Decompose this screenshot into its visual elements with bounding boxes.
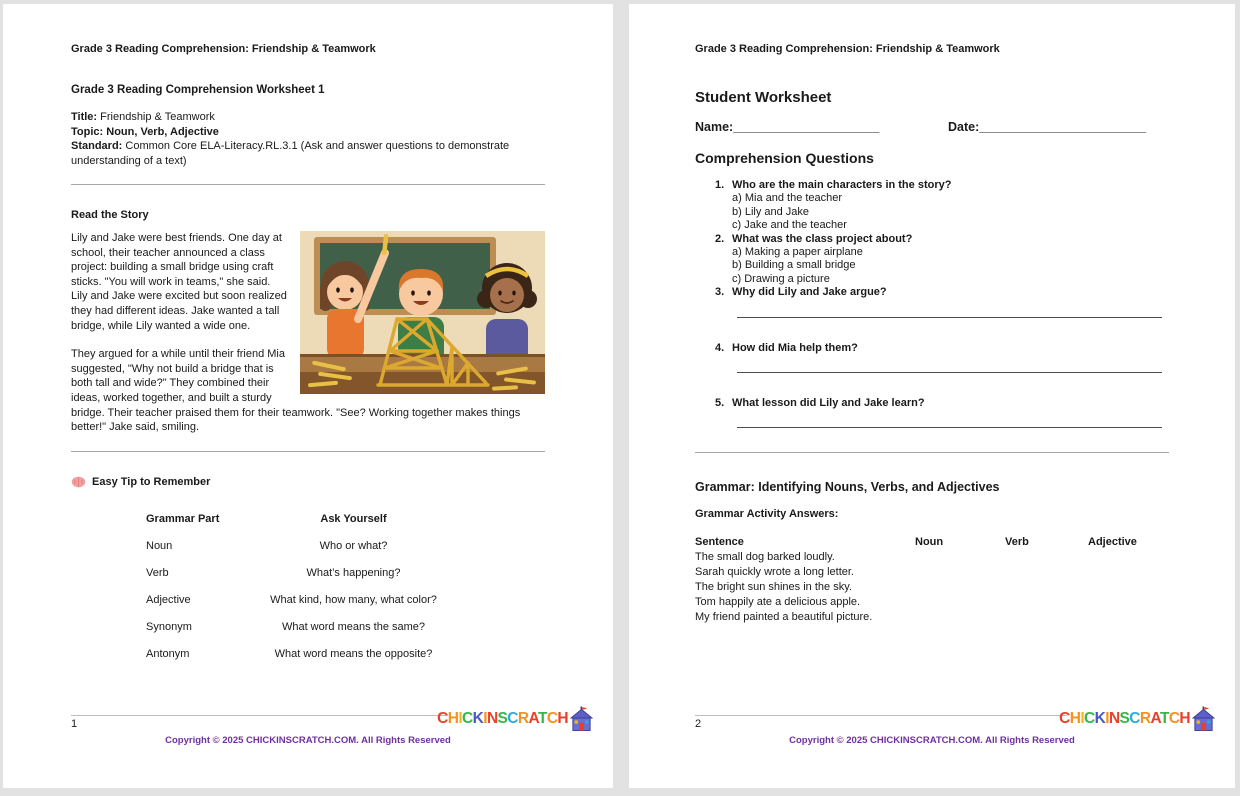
comprehension-questions-heading: Comprehension Questions	[695, 150, 874, 166]
table-row: Adjective What kind, how many, what color?	[146, 594, 437, 606]
table-row: Verb What’s happening?	[146, 567, 401, 579]
question-2-option-c: c) Drawing a picture	[732, 272, 830, 285]
question-1-option-c: c) Jake and the teacher	[732, 219, 847, 232]
footer-divider	[71, 715, 448, 716]
story-illustration	[300, 231, 545, 394]
logo-wordmark: CHICKINSCRATCH	[437, 710, 568, 727]
answer-line	[737, 372, 1162, 373]
page1-header: Grade 3 Reading Comprehension: Friendship & Teamwork	[71, 43, 376, 55]
chickinscratch-logo	[1059, 706, 1215, 732]
copyright-text: Copyright © 2025 CHICKINSCRATCH.COM. All Rights Reserved	[165, 735, 451, 746]
question-2: 2. What was the class project about?	[715, 232, 913, 245]
question-2-option-b: b) Building a small bridge	[732, 259, 856, 272]
question-1-option-a: a) Mia and the teacher	[732, 192, 843, 205]
schoolhouse-icon	[570, 706, 593, 732]
name-date-row	[695, 120, 1169, 134]
grammar-section-heading: Grammar: Identifying Nouns, Verbs, and Adjectives	[695, 480, 1000, 495]
schoolhouse-icon	[1192, 706, 1215, 732]
footer-divider	[695, 715, 1067, 716]
col-grammar-part: Grammar Part	[146, 513, 220, 525]
question-1-option-b: b) Lily and Jake	[732, 205, 810, 218]
section-divider	[71, 184, 545, 185]
read-story-heading: Read the Story	[71, 209, 149, 221]
section-divider	[695, 452, 1169, 453]
worksheet-title: Grade 3 Reading Comprehension Worksheet 1	[71, 84, 325, 96]
page-number: 2	[695, 718, 702, 730]
table-header-row	[146, 513, 545, 540]
worksheet-meta	[71, 110, 545, 168]
meta-title: Title: Friendship & Teamwork	[71, 111, 215, 123]
tip-heading-label: Easy Tip to Remember	[92, 476, 211, 488]
page-1	[3, 4, 613, 788]
student-worksheet-title: Student Worksheet	[695, 89, 832, 106]
table-row: Synonym What word means the same?	[146, 621, 426, 633]
section-divider	[71, 451, 545, 452]
story-text	[71, 231, 545, 437]
question-4: 4. How did Mia help them?	[715, 341, 858, 354]
table-row: Tom happily ate a delicious apple.	[695, 596, 861, 609]
grammar-answers-heading: Grammar Activity Answers:	[695, 508, 839, 521]
table-header-row: Sentence Noun Verb Adjective	[695, 536, 1137, 549]
logo-wordmark: CHICKINSCRATCH	[1059, 710, 1190, 727]
page2-header: Grade 3 Reading Comprehension: Friendship & Teamwork	[695, 43, 1000, 55]
copyright-text: Copyright © 2025 CHICKINSCRATCH.COM. All Rights Reserved	[789, 735, 1075, 746]
name-blank: Name:_____________________	[695, 120, 880, 134]
meta-standard: Standard: Common Core ELA-Literacy.RL.3.1 (Ask and answer questions to demonstrate understanding of a text)	[71, 140, 510, 167]
col-ask-yourself: Ask Yourself	[320, 513, 387, 525]
chickinscratch-logo	[437, 706, 593, 732]
grammar-answers-table	[695, 535, 1169, 625]
question-1: 1. Who are the main characters in the story?	[715, 179, 952, 191]
table-row: Sarah quickly wrote a long letter.	[695, 566, 854, 579]
page-2	[629, 4, 1235, 788]
table-row: Noun Who or what?	[146, 540, 388, 552]
date-blank: Date:________________________	[948, 120, 1147, 134]
grammar-tip-table	[146, 513, 545, 675]
story-paragraph-2: They argued for a while until their friend Mia suggested, "Why not build a bridge that is both tall and wide?" They combined their ideas, worked together, and built a sturdy bridge. Their teacher praised them for their teamwork. "See? Working together makes things better!" Jake said, smiling.	[71, 348, 521, 434]
questions-list	[695, 179, 1169, 428]
question-3: 3. Why did Lily and Jake argue?	[715, 286, 887, 299]
answer-line	[737, 427, 1162, 428]
table-row: My friend painted a beautiful picture.	[695, 611, 873, 624]
table-row: The small dog barked loudly.	[695, 551, 835, 564]
page-number: 1	[71, 718, 78, 730]
meta-topic: Topic: Noun, Verb, Adjective	[71, 125, 219, 138]
story-paragraph-1: Lily and Jake were best friends. One day at school, their teacher announced a class project: building a small bridge using craft sticks. "You will work in teams," she said. Lily and Jake were excited but soon realized they had different ideas. Jake wanted a tall bridge, while Lily wanted a wide one.	[71, 232, 287, 332]
table-row: Antonym What word means the opposite?	[146, 648, 433, 660]
tip-heading	[71, 476, 545, 488]
question-5: 5. What lesson did Lily and Jake learn?	[715, 397, 925, 410]
question-2-option-a: a) Making a paper airplane	[732, 246, 863, 259]
answer-line	[737, 317, 1162, 318]
table-row: The bright sun shines in the sky.	[695, 581, 852, 594]
brain-icon	[71, 476, 86, 488]
